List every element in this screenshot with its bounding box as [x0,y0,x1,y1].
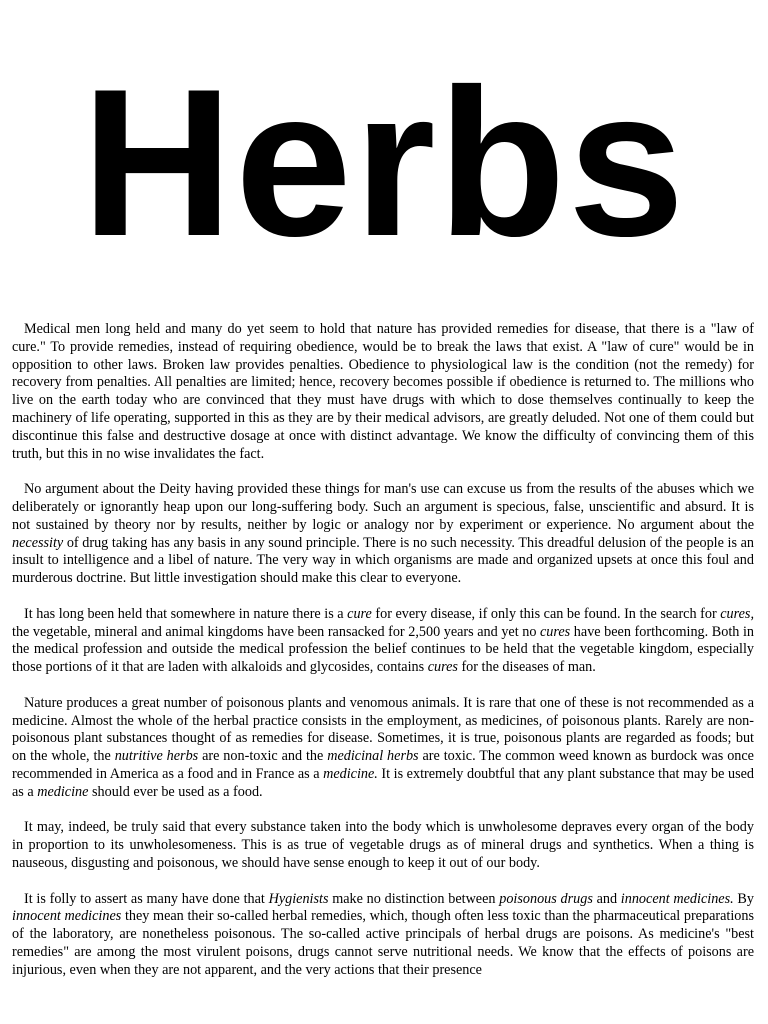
text-run: It is extremely doubtful that any plant substance that may be used as a [12,765,754,800]
italic-text: medicine. [323,765,378,782]
italic-text: medicine [37,783,89,800]
text-run: It may, indeed, be truly said that every substance taken into the body which is unwholesome depraves every organ of the body in proportion to its unwholesomeness. This is as true of vegetable drugs as of mineral drugs and synthetics. When a thing is nauseous, disgusting and poisonous, we should have sense enough to keep it out of our body. [12,819,754,871]
text-run: for the diseases of man. [457,659,596,676]
paragraph [12,695,754,802]
italic-text: innocent medicines. [620,890,734,907]
italic-text: necessity [12,534,64,551]
page-title: Herbs [81,45,687,280]
italic-text: nutritive herbs [114,748,199,765]
text-run: By [733,890,754,907]
text-run: Nature produces a great number of poisonous plants and venomous animals. It is rare that one of these is not recommended as a medicine. Almost the whole of the herbal practice consists in the employment, as medicines, of poisonous plants. Rarely are non-poisonous plant substances thought of as remedies for disease. Sometimes, it is true, poisonous plants are regarded as foods; but on the whole, the [12,694,754,765]
paragraph [12,321,754,463]
paragraph [12,891,754,980]
paragraph [12,481,754,588]
italic-text: Hygienists [268,890,329,907]
italic-text: cures, [720,605,754,622]
text-run: for every disease, if only this can be found. In the search for [371,605,721,622]
text-run: Medical men long held and many do yet seem to hold that nature has provided remedies for disease, that there is a "law of cure." To provide remedies, instead of requiring obedience, would be to break the laws that exist. A "law of cure" would be in opposition to other laws. Broken law provides penalties. Obedience to physiological law is the condition (not the remedy) for recovery from penalties. All penalties are limited; hence, recovery becomes possible if obedience is returned to. The millions who live on the earth today who are convinced that they must have drugs with which to dose themselves continually to keep the machinery of life operating, supported in this as they are by their medical advisors, are greatly deluded. Not one of them could but discontinue this false and destructive dosage at once with distinct advantage. We know the difficulty of convincing them of this truth, but this in no wise invalidates the fact. [12,321,754,462]
text-run: they mean their so-called herbal remedies, which, though often less toxic than the pharmaceutical preparations of the laboratory, are nonetheless poisonous. The so-called active principals of herbal drugs are poisons. As medicine's "best remedies" are among the most virulent poisons, drugs cannot serve nutritional needs. We know that the effects of poisons are injurious, even when they are not apparent, and the very actions that their presence [12,908,754,978]
italic-text: cure [347,605,372,622]
paragraph [12,819,754,872]
text-run: It has long been held that somewhere in nature there is a [24,605,348,622]
text-run: and [592,890,621,907]
text-run: make no distinction between [328,890,500,907]
italic-text: innocent medicines [12,908,122,925]
text-run: It is folly to assert as many have done that [24,890,269,907]
text-run: the vegetable, mineral and animal kingdoms have been ransacked for 2,500 years and yet no [12,623,540,640]
italic-text: medicinal herbs [327,748,419,765]
italic-text: cures [427,659,458,676]
italic-text: cures [540,623,571,640]
text-run: are toxic. The common weed known as burdock was once recommended in America as a food and in France as a [12,748,754,782]
text-run: No argument about the Deity having provided these things for man's use can excuse us from the results of the abuses which we deliberately or ignorantly heap upon our long-suffering body. Such an argument is specious, false, unscientific and absurd. It is not sustained by theory nor by results, neither by logic or analogy nor by experiment or experience. No argument about the [12,481,754,533]
text-run: have been forthcoming. Both in the medical profession and outside the medical profession the belief continues to be held that the vegetable kingdom, especially those portions of it that are laden with alkaloids and glycosides, contains [12,623,754,676]
article-body [12,321,754,997]
text-run: of drug taking has any basis in any sound principle. There is no such necessity. This dreadful delusion of the people is an insult to intelligence and a libel of nature. The very way in which organisms are made and organized upsets at once this foul and murderous doctrine. But little investigation should make this clear to everyone. [12,534,754,587]
text-run: should ever be used as a food. [88,783,263,800]
paragraph [12,606,754,677]
text-run: are non-toxic and the [198,748,328,765]
italic-text: poisonous drugs [499,890,593,907]
